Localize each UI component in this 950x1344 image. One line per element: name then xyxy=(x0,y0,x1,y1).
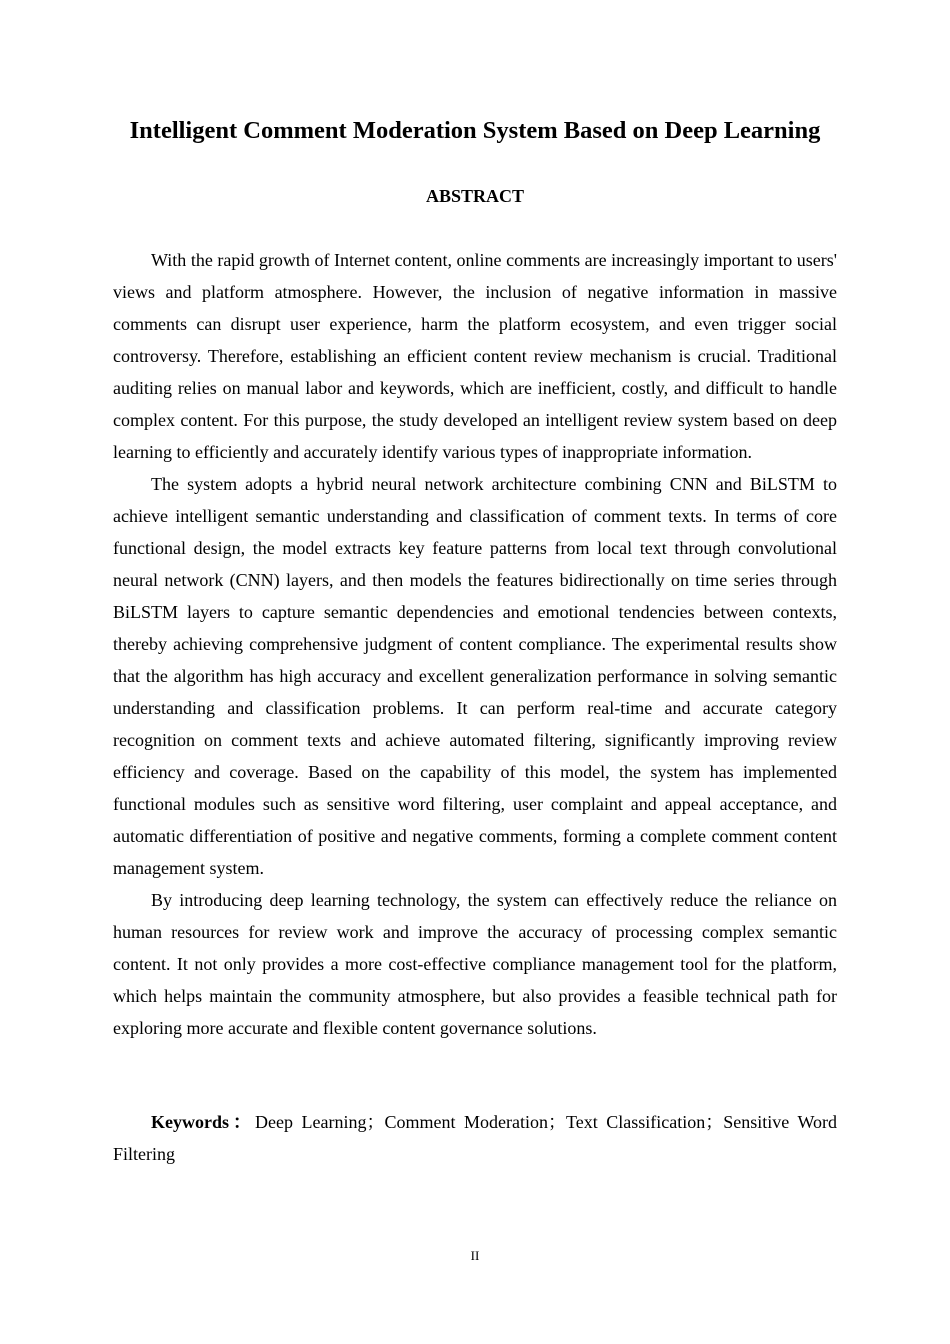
abstract-heading: ABSTRACT xyxy=(425,186,525,206)
keywords-text: Deep Learning；Comment Moderation；Text Classification；Sensitive Word Filtering xyxy=(113,1112,837,1164)
page-number: II xyxy=(470,1248,480,1263)
abstract-paragraph-1: With the rapid growth of Internet content, online comments are increasingly important to users' views and platform atmosphere. However, the inclusion of negative information in massive comments can disrupt user experience, harm the platform ecosystem, and even trigger social controversy. Therefore, establishing an efficient content review mechanism is crucial. Traditional auditing relies on manual labor and keywords, which are inefficient, costly, and difficult to handle complex content. For this purpose, the study developed an intelligent review system based on deep learning to efficiently and accurately identify various types of inappropriate information. xyxy=(113,250,837,462)
paper-title: Intelligent Comment Moderation System Based on Deep Learning xyxy=(129,117,821,144)
keywords-label: Keywords： xyxy=(151,1112,256,1132)
keywords-line xyxy=(113,1106,837,1170)
abstract-body xyxy=(113,244,837,1044)
abstract-paragraph-2: The system adopts a hybrid neural network architecture combining CNN and BiLSTM to achieve intelligent semantic understanding and classification of comment texts. In terms of core functional design, the model extracts key feature patterns from local text through convolutional neural network (CNN) layers, and then models the features bidirectionally on time series through BiLSTM layers to capture semantic dependencies and emotional tendencies between contexts, thereby achieving comprehensive judgment of content compliance. The experimental results show that the algorithm has high accuracy and excellent generalization performance in solving semantic understanding and classification problems. It can perform real-time and accurate category recognition on comment texts and achieve automated filtering, significantly improving review efficiency and coverage. Based on the capability of this model, the system has implemented functional modules such as sensitive word filtering, user complaint and appeal acceptance, and automatic differentiation of positive and negative comments, forming a complete comment content management system. xyxy=(113,474,837,878)
abstract-paragraph-3: By introducing deep learning technology, the system can effectively reduce the reliance on human resources for review work and improve the accuracy of processing complex semantic content. It not only provides a more cost-effective compliance management tool for the platform, which helps maintain the community atmosphere, but also provides a feasible technical path for exploring more accurate and flexible content governance solutions. xyxy=(113,890,837,1038)
